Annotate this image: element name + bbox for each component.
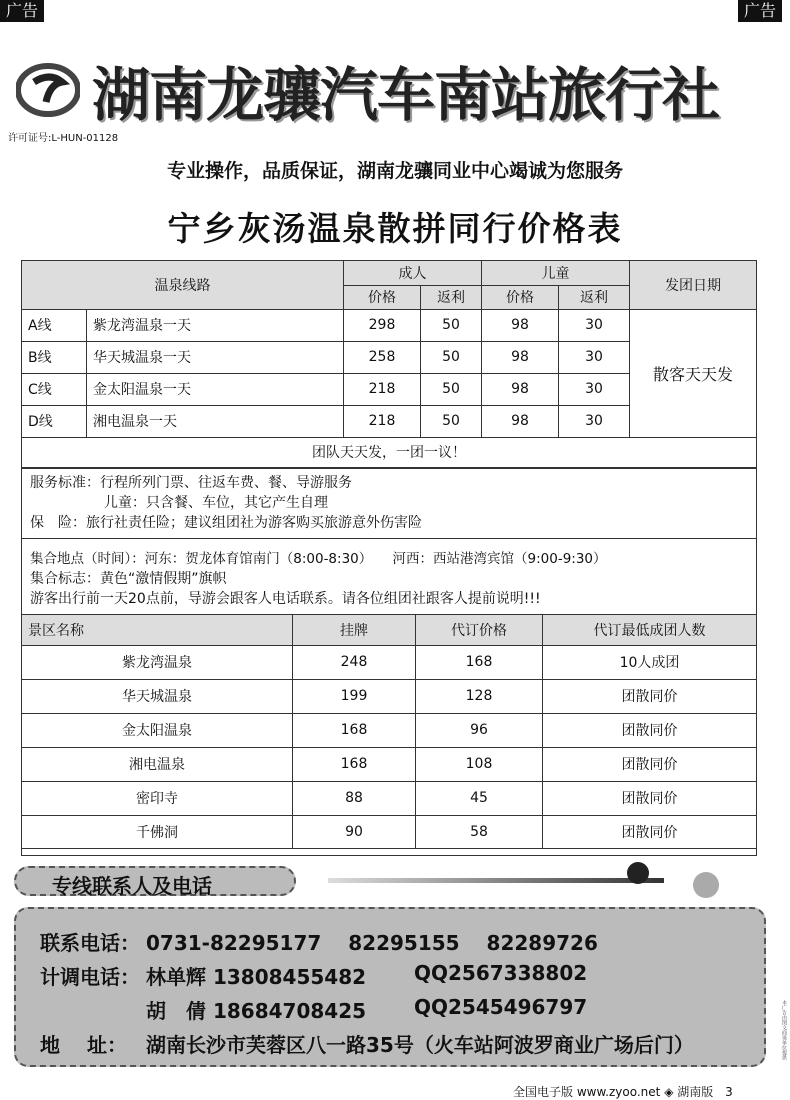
scenic-listed: 168 [293, 747, 416, 781]
meeting-place: 集合地点（时间）：河东：贺龙体育馆南门（8:00-8:30） 河西：西站港湾宾馆（9:00-9:30） [30, 550, 607, 567]
departure-date: 散客天天发 [630, 309, 757, 437]
route-line: D线 [22, 405, 87, 437]
contact-header-label: 专线联系人及电话 [52, 874, 212, 898]
route-name: 金太阳温泉一天 [87, 373, 344, 405]
contact-person-2: 胡 倩 18684708425 [146, 999, 367, 1023]
adult-rebate: 50 [421, 341, 482, 373]
scenic-min: 团散同价 [543, 713, 757, 747]
child-price: 98 [482, 405, 559, 437]
route-line: A线 [22, 309, 87, 341]
scenic-min: 团散同价 [543, 815, 757, 848]
scenic-header-name: 景区名称 [22, 614, 293, 645]
table-row [22, 309, 756, 341]
service-block [22, 468, 756, 538]
dispatch-label: 计调电话： [40, 965, 140, 989]
scenic-price: 108 [416, 747, 543, 781]
price-frame [21, 260, 757, 856]
table-row [22, 747, 756, 781]
scenic-name: 千佛洞 [22, 815, 293, 848]
table-row [22, 815, 756, 848]
contact-person-1: 林单辉 13808455482 [146, 965, 367, 989]
scenic-listed: 199 [293, 679, 416, 713]
service-standard: 服务标准：行程所列门票、往返车费、餐、导游服务 [30, 474, 352, 491]
child-price: 98 [482, 309, 559, 341]
dark-dot-icon [627, 862, 649, 884]
footer-edition: 湖南版 [677, 1085, 714, 1099]
contact-box [14, 907, 766, 1067]
adult-rebate: 50 [421, 373, 482, 405]
scenic-min: 10人成团 [543, 645, 757, 679]
service-insurance: 保 险：旅行社责任险；建议组团社为游客购买旅游意外伤害险 [30, 514, 422, 531]
adult-rebate: 50 [421, 309, 482, 341]
contact-qq-2: QQ2545496797 [414, 995, 588, 1019]
child-rebate: 30 [559, 405, 630, 437]
child-rebate: 30 [559, 309, 630, 341]
table-row [22, 645, 756, 679]
child-price: 98 [482, 373, 559, 405]
meeting-flag: 集合标志：黄色“激情假期”旗帜 [30, 570, 227, 587]
route-line: B线 [22, 341, 87, 373]
footer-site: 全国电子版 www.zyoo.net [513, 1085, 661, 1099]
table-row [22, 781, 756, 815]
scenic-listed: 88 [293, 781, 416, 815]
table-row [22, 713, 756, 747]
phone-label: 联系电话： [40, 931, 140, 955]
contact-qq-1: QQ2567338802 [414, 961, 588, 985]
contact-header [14, 866, 296, 896]
meeting-note: 游客出行前一天20点前，导游会跟客人电话联系。请各位组团社跟客人提前说明!!! [30, 590, 541, 607]
scenic-name: 密印寺 [22, 781, 293, 815]
scenic-name: 金太阳温泉 [22, 713, 293, 747]
col-adult-price: 价格 [344, 285, 421, 309]
scenic-header-price: 代订价格 [416, 614, 543, 645]
col-child-price: 价格 [482, 285, 559, 309]
route-name: 华天城温泉一天 [87, 341, 344, 373]
scenic-name: 湘电温泉 [22, 747, 293, 781]
team-note: 团队天天发，一团一议！ [22, 437, 756, 467]
gray-dot-icon [693, 872, 719, 898]
ad-label-right: 广告 [738, 0, 782, 22]
col-adult: 成人 [344, 261, 482, 285]
col-date: 发团日期 [630, 261, 757, 309]
scenic-header-min: 代订最低成团人数 [543, 614, 757, 645]
child-rebate: 30 [559, 373, 630, 405]
scenic-price: 96 [416, 713, 543, 747]
side-text: 本广告由图文商谈单位提供 [781, 1000, 787, 1060]
child-price: 98 [482, 341, 559, 373]
price-table [22, 261, 756, 468]
scenic-listed: 90 [293, 815, 416, 848]
ad-label-left: 广告 [0, 0, 44, 22]
scenic-table [22, 614, 756, 849]
scenic-listed: 248 [293, 645, 416, 679]
scenic-header-listed: 挂牌 [293, 614, 416, 645]
scenic-min: 团散同价 [543, 781, 757, 815]
route-name: 湘电温泉一天 [87, 405, 344, 437]
footer [513, 1083, 733, 1100]
scenic-price: 45 [416, 781, 543, 815]
route-name: 紫龙湾温泉一天 [87, 309, 344, 341]
scenic-name: 华天城温泉 [22, 679, 293, 713]
adult-rebate: 50 [421, 405, 482, 437]
adult-price: 218 [344, 373, 421, 405]
scenic-min: 团散同价 [543, 747, 757, 781]
scenic-listed: 168 [293, 713, 416, 747]
child-rebate: 30 [559, 341, 630, 373]
scenic-name: 紫龙湾温泉 [22, 645, 293, 679]
table-row [22, 679, 756, 713]
license-number: 许可证号:L-HUN-01128 [8, 133, 119, 144]
company-name: 湖南龙骧汽车南站旅行社 [92, 61, 720, 129]
scenic-price: 128 [416, 679, 543, 713]
adult-price: 298 [344, 309, 421, 341]
scenic-min: 团散同价 [543, 679, 757, 713]
phone-numbers: 0731-82295177 82295155 82289726 [146, 931, 598, 955]
col-adult-rebate: 返利 [421, 285, 482, 309]
col-child-rebate: 返利 [559, 285, 630, 309]
slogan: 专业操作，品质保证，湖南龙骧同业中心竭诚为您服务 [166, 160, 623, 182]
footer-logo-icon: ◈ [664, 1085, 674, 1099]
decorative-line [328, 878, 664, 883]
scenic-price: 58 [416, 815, 543, 848]
company-logo-icon [16, 62, 80, 118]
route-line: C线 [22, 373, 87, 405]
footer-page: 3 [725, 1085, 733, 1099]
address-label: 地 址： [40, 1033, 127, 1057]
service-child: 儿童：只含餐、车位，其它产生自理 [104, 494, 328, 511]
adult-price: 218 [344, 405, 421, 437]
adult-price: 258 [344, 341, 421, 373]
meeting-block [22, 538, 756, 614]
address: 湖南长沙市芙蓉区八一路35号（火车站阿波罗商业广场后门） [146, 1033, 694, 1057]
col-child: 儿童 [482, 261, 630, 285]
scenic-price: 168 [416, 645, 543, 679]
page-title: 宁乡灰汤温泉散拼同行价格表 [167, 209, 623, 248]
col-route: 温泉线路 [22, 261, 344, 309]
